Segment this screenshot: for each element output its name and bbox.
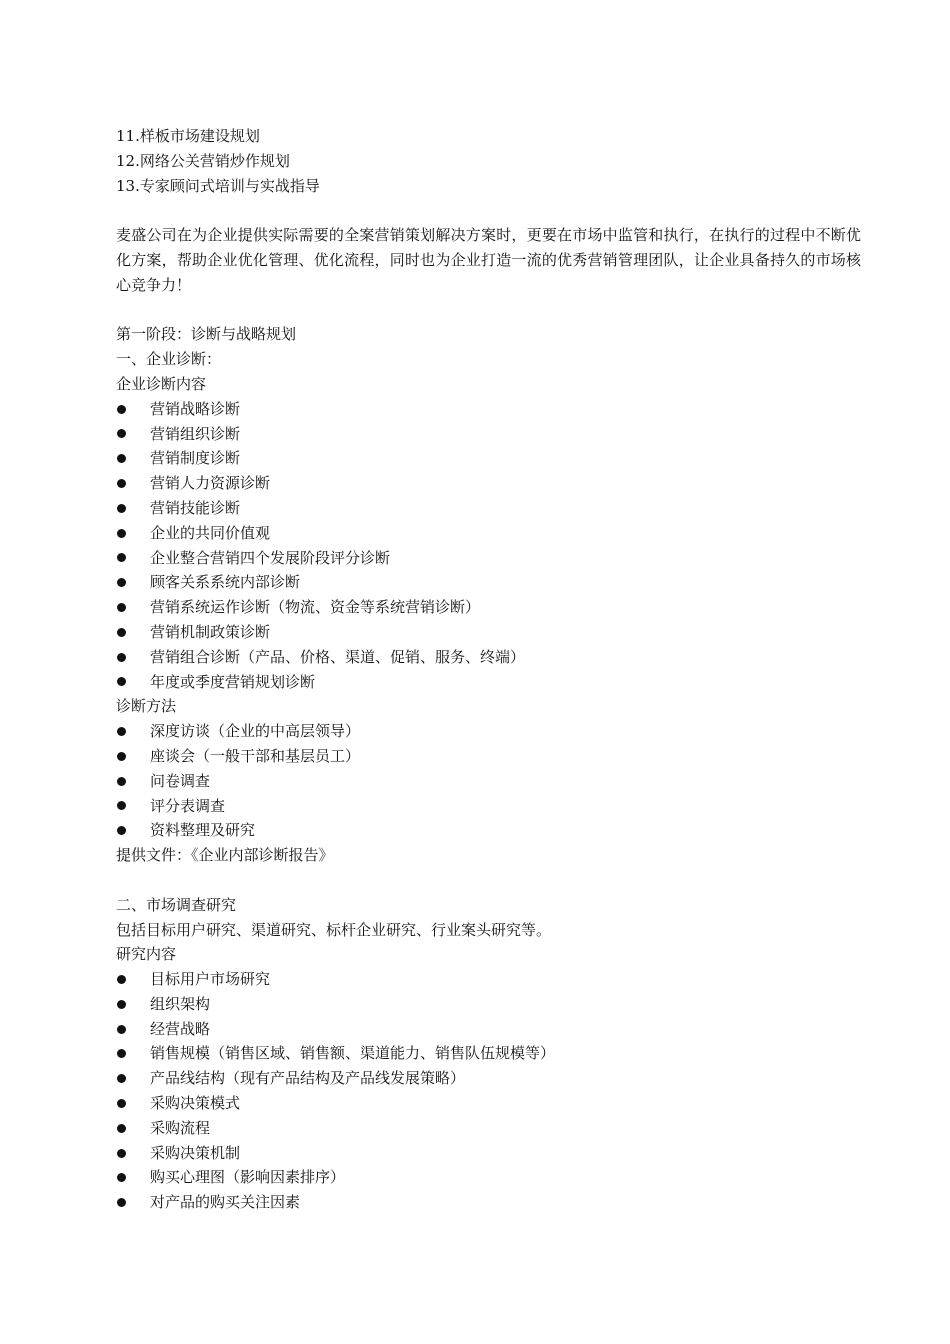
- list-item-text: 组织架构: [150, 994, 211, 1013]
- bullet-icon: [117, 1198, 126, 1207]
- bullet-icon: [117, 1049, 126, 1058]
- bullet-icon: [117, 752, 126, 761]
- list-item-text: 营销制度诊断: [150, 449, 241, 468]
- list-item: [116, 719, 861, 744]
- list-item-text: 营销技能诊断: [150, 498, 241, 517]
- list-item: [116, 967, 861, 992]
- section-heading-diagnosis: 一、企业诊断：: [116, 350, 222, 369]
- bullet-icon: [117, 1099, 126, 1108]
- numbered-item-12: 12.网络公关营销炒作规划: [116, 151, 290, 170]
- bullet-icon: [117, 677, 126, 686]
- list-item: [116, 1165, 861, 1190]
- bullet-icon: [117, 1000, 126, 1009]
- list-item: [116, 645, 861, 670]
- bullet-icon: [117, 1074, 126, 1083]
- list-item: [116, 595, 861, 620]
- deliverable-text: 提供文件：《企业内部诊断报告》: [116, 846, 334, 865]
- list-item: [116, 446, 861, 471]
- list-item: [116, 992, 861, 1017]
- list-item-text: 企业的共同价值观: [150, 523, 271, 542]
- list-item: [116, 1041, 861, 1066]
- list-item: [116, 744, 861, 769]
- list-item-text: 产品线结构（现有产品结构及产品线发展策略）: [150, 1069, 466, 1088]
- bullet-icon: [117, 826, 126, 835]
- bullet-icon: [117, 653, 126, 662]
- list-item: [116, 1017, 861, 1042]
- list-item: [116, 496, 861, 521]
- list-item: [116, 521, 861, 546]
- spacer: [116, 868, 861, 893]
- bullet-icon: [117, 578, 126, 587]
- list-item: [116, 769, 861, 794]
- research-content-list: [116, 967, 861, 1215]
- bullet-icon: [117, 1124, 126, 1133]
- list-item-text: 销售规模（销售区域、销售额、渠道能力、销售队伍规模等）: [150, 1044, 556, 1063]
- bullet-icon: [117, 553, 126, 562]
- list-item-text: 企业整合营销四个发展阶段评分诊断: [150, 548, 391, 567]
- bullet-icon: [117, 628, 126, 637]
- diagnosis-method-list: [116, 719, 861, 843]
- research-content-label: 研究内容: [116, 945, 177, 964]
- list-item: [116, 471, 861, 496]
- bullet-icon: [117, 975, 126, 984]
- list-item-text: 深度访谈（企业的中高层领导）: [150, 722, 361, 741]
- list-item-text: 营销人力资源诊断: [150, 474, 271, 493]
- bullet-icon: [117, 529, 126, 538]
- bullet-icon: [117, 1173, 126, 1182]
- list-item-text: 评分表调查: [150, 796, 226, 815]
- bullet-icon: [117, 405, 126, 414]
- list-item-text: 经营战略: [150, 1019, 211, 1038]
- bullet-icon: [117, 1149, 126, 1158]
- list-item-text: 采购决策模式: [150, 1094, 241, 1113]
- list-item-text: 目标用户市场研究: [150, 970, 271, 989]
- numbered-list: [116, 124, 861, 198]
- list-item: [116, 546, 861, 571]
- bullet-icon: [117, 504, 126, 513]
- bullet-icon: [117, 429, 126, 438]
- bullet-icon: [117, 777, 126, 786]
- spacer: [116, 298, 861, 323]
- spacer: [116, 198, 861, 223]
- list-item: [116, 1116, 861, 1141]
- numbered-item-13: 13.专家顾问式培训与实战指导: [116, 176, 320, 195]
- list-item-text: 购买心理图（影响因素排序）: [150, 1168, 346, 1187]
- intro-paragraph: 麦盛公司在为企业提供实际需要的全案营销策划解决方案时，更要在市场中监管和执行，在执行的过程中不断优化方案，帮助企业优化管理、优化流程，同时也为企业打造一流的优秀营销管理团队，让企业具备持久的市场核心竞争力！: [116, 226, 861, 294]
- diagnosis-method-label: 诊断方法: [116, 697, 177, 716]
- list-item: [116, 1091, 861, 1116]
- numbered-item-11: 11.样板市场建设规划: [116, 127, 260, 145]
- market-research-summary: 包括目标用户研究、渠道研究、标杆企业研究、行业案头研究等。: [116, 920, 552, 939]
- list-item-text: 营销战略诊断: [150, 399, 241, 418]
- list-item: [116, 794, 861, 819]
- bullet-icon: [117, 727, 126, 736]
- list-item: [116, 620, 861, 645]
- list-item-text: 问卷调查: [150, 771, 211, 790]
- list-item: [116, 422, 861, 447]
- list-item: [116, 1141, 861, 1166]
- list-item-text: 年度或季度营销规划诊断: [150, 672, 316, 691]
- bullet-icon: [117, 603, 126, 612]
- list-item: [116, 397, 861, 422]
- list-item: [116, 1066, 861, 1091]
- list-item-text: 营销组织诊断: [150, 424, 241, 443]
- list-item-text: 采购流程: [150, 1118, 211, 1137]
- list-item-text: 座谈会（一般干部和基层员工）: [150, 746, 361, 765]
- list-item-text: 采购决策机制: [150, 1143, 241, 1162]
- list-item: [116, 818, 861, 843]
- list-item: [116, 670, 861, 695]
- list-item-text: 营销系统运作诊断（物流、资金等系统营销诊断）: [150, 598, 481, 617]
- list-item-text: 资料整理及研究: [150, 821, 256, 840]
- list-item: [116, 1190, 861, 1215]
- diagnosis-content-label: 企业诊断内容: [116, 374, 207, 393]
- document-page: [116, 124, 861, 1215]
- list-item-text: 顾客关系系统内部诊断: [150, 573, 301, 592]
- bullet-icon: [117, 1025, 126, 1034]
- list-item-text: 对产品的购买关注因素: [150, 1193, 301, 1212]
- stage-title: 第一阶段：诊断与战略规划: [116, 325, 297, 344]
- section-heading-market-research: 二、市场调查研究: [116, 895, 237, 914]
- bullet-icon: [117, 801, 126, 810]
- list-item: [116, 570, 861, 595]
- list-item-text: 营销组合诊断（产品、价格、渠道、促销、服务、终端）: [150, 647, 526, 666]
- bullet-icon: [117, 454, 126, 463]
- diagnosis-content-list: [116, 397, 861, 695]
- list-item-text: 营销机制政策诊断: [150, 622, 271, 641]
- bullet-icon: [117, 479, 126, 488]
